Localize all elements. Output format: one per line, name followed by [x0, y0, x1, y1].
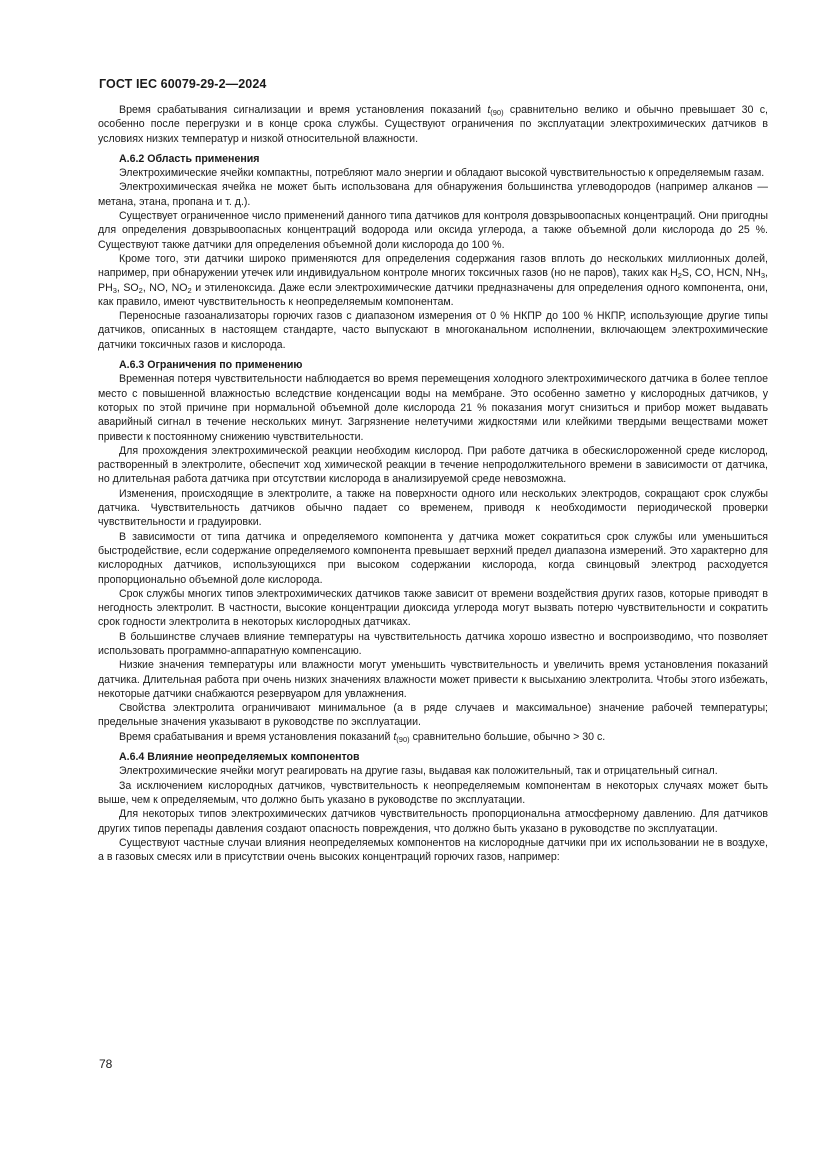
paragraph: Электрохимические ячейки могут реагировать на другие газы, выдавая как положительный, так и отрицательный сигнал.: [119, 765, 718, 778]
document-body: [98, 103, 768, 864]
paragraph: Переносные газоанализаторы горючих газов с диапазоном измерения от 0 % НКПР до 100 % НКПР, использующие другие типы датчиков, описанных в настоящем стандарте, часто выпускают в многоканальном исполнении, включающем электрохимические датчики токсичных газов и кислорода.: [98, 310, 768, 351]
section-heading-a62: А.6.2 Область применения: [119, 152, 260, 165]
paragraph: Существует ограниченное число применений данного типа датчиков для контроля довзрывоопасных концентраций. Они пригодны для определения довзрывоопасных концентраций водорода или оксида углерода, а также объемной доли кислорода до 25 %. Существуют также датчики для определения объемной доли кислорода до 100 %.: [98, 210, 768, 251]
page-number: 78: [99, 1057, 113, 1071]
paragraph: Время срабатывания сигнализации и время установления показаний $t_{(90)}$ сравнительно велико и обычно превышает 30 с, особенно после перегрузки и в конце срока службы. Существуют ограничения по эксплуатации электрохимических датчиков в условиях низких температур и низкой относительной влажности.: [98, 104, 768, 145]
paragraph: Время срабатывания и время установления показаний $t_{(90)}$ сравнительно большие, обычно > 30 с.: [119, 730, 606, 744]
paragraph: Электрохимические ячейки компактны, потребляют мало энергии и обладают высокой чувствительностью к определяемым газам.: [119, 167, 765, 180]
paragraph: Свойства электролита ограничивают минимальное (а в ряде случаев и максимальное) значение рабочей температуры; предельные значения указывают в руководстве по эксплуатации.: [98, 702, 768, 729]
paragraph: Временная потеря чувствительности наблюдается во время перемещения холодного электрохимического датчика в более теплое место с повышенной влажностью вследствие конденсации воды на мембране. Это особенно заметно у кислородных датчиков, у которых по этой причине при нормальной объемной доле кислорода 21 % показания могут снизиться и прибор может выдавать аварийный сигнал в течение нескольких минут. Загрязнение нелетучими жидкостями или клейкими твердыми веществами может привести к постоянному снижению чувствительности.: [98, 373, 768, 443]
paragraph: Срок службы многих типов электрохимических датчиков также зависит от времени воздействия других газов, которые приводят в негодность электролит. В частности, высокие концентрации диоксида углерода могут вызвать потерю чувствительности и сократить срок годности электролита в некоторых кислородных датчиках.: [98, 587, 768, 629]
paragraph: Существуют частные случаи влияния неопределяемых компонентов на кислородные датчики при их использовании не в воздухе, а в газовых смесях или в присутствии очень высоких концентраций горючих газов, например:: [98, 836, 768, 864]
paragraph: Для прохождения электрохимической реакции необходим кислород. При работе датчика в обескислороженной среде кислород, растворенный в электролите, обеспечит ход химической реакции в течение непродолжительного времени в зависимости от датчика, но длительная работа датчика при отсутствии кислорода в анализируемой среде невозможна.: [98, 444, 768, 486]
paragraph: В большинстве случаев влияние температуры на чувствительность датчика хорошо известно и воспроизводимо, что позволяет использовать программно-аппаратную компенсацию.: [98, 630, 768, 657]
paragraph: В зависимости от типа датчика и определяемого компонента у датчика может сократиться срок службы или уменьшиться быстродействие, если содержание определяемого компонента превышает верхний предел диапазона измерений. Это характерно для кислородных датчиков, использующихся при высоком содержании кислорода, когда свинцовый электрод расходуется пропорционально объемной доле кислорода.: [98, 530, 768, 586]
section-heading-a64: А.6.4 Влияние неопределяемых компонентов: [119, 751, 360, 764]
paragraph: Кроме того, эти датчики широко применяются для определения содержания газов вплоть до нескольких миллионных долей, например, при обнаружении утечек или индивидуальном контроле многих токсичных газов (но не паров), таких как $H_2S$, CO, HCN, $NH_3$, $PH_3$, $SO_2$, NO, $NO_2$ и этиленоксида. Даже если электрохимические датчики предназначены для определения одного компонента, они, как правило, имеют чувствительность к неопределяемым компонентам.: [98, 252, 768, 308]
document-header: ГОСТ IEC 60079-29-2—2024: [99, 77, 267, 91]
paragraph: Электрохимическая ячейка не может быть использована для обнаружения большинства углеводородов (например алканов — метана, этана, пропана и т. д.).: [98, 181, 768, 208]
paragraph: За исключением кислородных датчиков, чувствительность к неопределяемым компонентам в некоторых случаях может быть выше, чем к определяемым, что должно быть указано в руководстве по эксплуатации.: [98, 779, 768, 806]
paragraph: Низкие значения температуры или влажности могут уменьшить чувствительность и увеличить время установления показаний датчика. Длительная работа при очень низких значениях влажности может привести к высыханию электролита. Чтобы этого избежать, некоторые датчики снабжаются резервуаром для увлажнения.: [98, 659, 768, 700]
section-heading-a63: А.6.3 Ограничения по применению: [119, 359, 303, 372]
paragraph: Для некоторых типов электрохимических датчиков чувствительность пропорциональна атмосферному давлению. Для датчиков других типов перепады давления создают опасность повреждения, что должно быть указано в руководстве по эксплуатации.: [98, 808, 768, 835]
paragraph: Изменения, происходящие в электролите, а также на поверхности одного или нескольких электродов, сокращают срок службы датчика. Чувствительность датчиков обычно падает со временем, приводя к необходимости периодической проверки чувствительности и градуировки.: [98, 487, 768, 529]
